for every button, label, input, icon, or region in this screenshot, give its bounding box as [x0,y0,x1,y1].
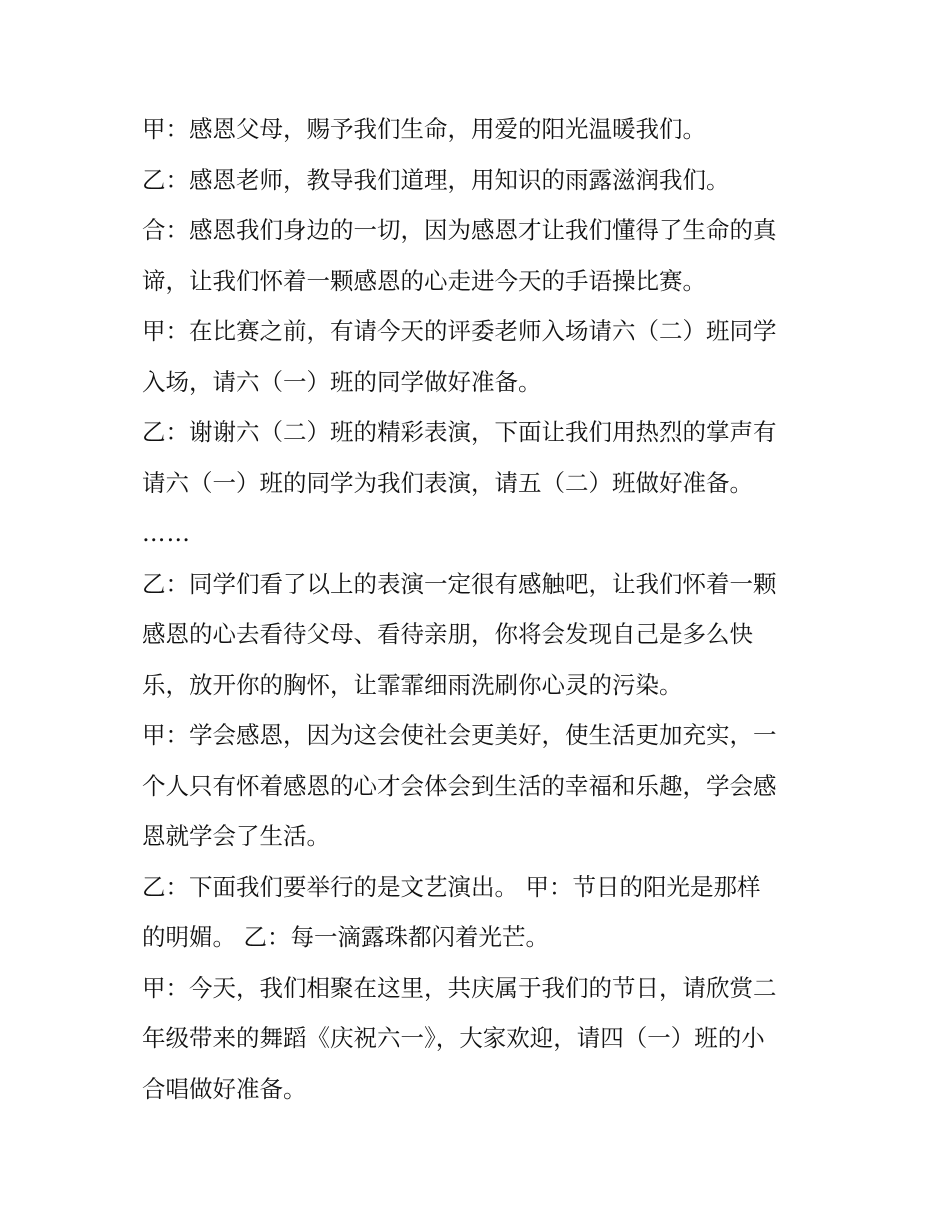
text-line-1: 甲：感恩父母，赐予我们生命，用爱的阳光温暖我们。 [142,115,706,143]
text-line-15: 恩就学会了生活。 [142,822,330,850]
text-line-7: 乙：谢谢六（二）班的精彩表演，下面让我们用热烈的掌声有 [142,418,777,446]
document-text-body [142,104,822,1114]
text-line-13: 甲：学会感恩，因为这会使社会更美好，使生活更加充实，一 [142,721,777,749]
text-line-10: 乙：同学们看了以上的表演一定很有感触吧，让我们怀着一颗 [142,569,777,598]
text-line-17: 的明媚。 乙：每一滴露珠都闪着光芒。 [142,923,549,951]
text-line-6: 入场，请六（一）班的同学做好准备。 [142,367,542,396]
text-line-16: 乙：下面我们要举行的是文艺演出。 甲：节日的阳光是那样 [142,872,761,901]
text-line-12: 乐，放开你的胸怀，让霏霏细雨洗刷你心灵的污染。 [142,670,683,699]
text-line-5: 甲：在比赛之前，有请今天的评委老师入场请六（二）班同学 [142,317,777,345]
text-line-11: 感恩的心去看待父母、看待亲朋，你将会发现自己是多么快 [142,620,753,648]
text-line-4: 谛，让我们怀着一颗感恩的心走进今天的手语操比赛。 [142,266,706,295]
text-line-14: 个人只有怀着感恩的心才会体会到生活的幸福和乐趣，学会感 [142,771,777,800]
text-line-18: 甲：今天，我们相聚在这里，共庆属于我们的节日，请欣赏二 [142,973,777,1002]
text-line-19: 年级带来的舞蹈《庆祝六一》，大家欢迎，请四（一）班的小 [142,1024,765,1052]
text-line-ellipsis: …… [142,519,191,547]
text-line-8: 请六（一）班的同学为我们表演，请五（二）班做好准备。 [142,468,753,497]
text-line-3: 合：感恩我们身边的一切，因为感恩才让我们懂得了生命的真 [142,216,777,244]
text-line-2: 乙：感恩老师，教导我们道理，用知识的雨露滋润我们。 [142,165,730,194]
text-line-20: 合唱做好准备。 [142,1074,307,1103]
